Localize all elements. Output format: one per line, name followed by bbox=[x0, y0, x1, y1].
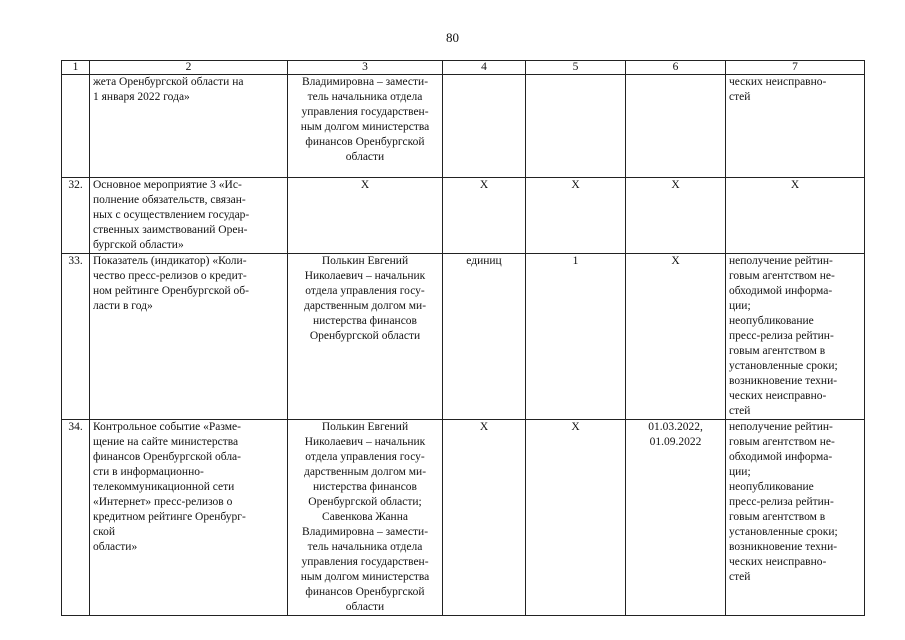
table-header-row bbox=[62, 61, 865, 75]
row-risks: ческих неисправно- стей bbox=[726, 75, 865, 178]
row-date bbox=[626, 75, 726, 178]
page-number: 80 bbox=[446, 30, 459, 45]
row-risks: Х bbox=[726, 178, 865, 254]
row-number: 34. bbox=[62, 420, 90, 616]
row-number: 32. bbox=[62, 178, 90, 254]
row-date: Х bbox=[626, 178, 726, 254]
row-name: Контрольное событие «Разме- щение на сайте министерства финансов Оренбургской обла- сти в информационно- телекоммуникационной сети «Интернет» пресс-релизов о кредитном рейтинге Оренбург- ской области» bbox=[90, 420, 288, 616]
document-table bbox=[61, 60, 865, 616]
row-unit: Х bbox=[443, 420, 526, 616]
row-value: Х bbox=[526, 420, 626, 616]
row-number: 33. bbox=[62, 254, 90, 420]
header-col-4: 4 bbox=[443, 61, 526, 75]
row-unit bbox=[443, 75, 526, 178]
row-unit: единиц bbox=[443, 254, 526, 420]
row-name: Показатель (индикатор) «Коли- чество пресс-релизов о кредит- ном рейтинге Оренбургской об- ласти в год» bbox=[90, 254, 288, 420]
table-row bbox=[62, 420, 865, 616]
row-number bbox=[62, 75, 90, 178]
table-row bbox=[62, 75, 865, 178]
row-name: жета Оренбургской области на 1 января 2022 года» bbox=[90, 75, 288, 178]
row-risks: неполучение рейтин- говым агентством не- обходимой информа- ции; неопубликование пресс-релиза рейтин- говым агентством в установленные сроки; возникновение техни- ческих неисправно- стей bbox=[726, 420, 865, 616]
row-value: Х bbox=[526, 178, 626, 254]
row-risks: неполучение рейтин- говым агентством не- обходимой информа- ции; неопубликование пресс-релиза рейтин- говым агентством в установленные сроки; возникновение техни- ческих неисправно- стей bbox=[726, 254, 865, 420]
row-responsible: Полькин Евгений Николаевич – начальник отдела управления госу- дарственным долгом ми- нистерства финансов Оренбургской области bbox=[288, 254, 443, 420]
row-value bbox=[526, 75, 626, 178]
table-row bbox=[62, 178, 865, 254]
header-col-7: 7 bbox=[726, 61, 865, 75]
header-col-2: 2 bbox=[90, 61, 288, 75]
row-responsible: Полькин Евгений Николаевич – начальник отдела управления госу- дарственным долгом ми- нистерства финансов Оренбургской области; Савенкова Жанна Владимировна – замести- тель начальника отдела управления государствен- ным долгом министерства финансов Оренбургской области bbox=[288, 420, 443, 616]
header-col-3: 3 bbox=[288, 61, 443, 75]
row-unit: Х bbox=[443, 178, 526, 254]
row-value: 1 bbox=[526, 254, 626, 420]
header-col-1: 1 bbox=[62, 61, 90, 75]
row-responsible: Владимировна – замести- тель начальника отдела управления государствен- ным долгом министерства финансов Оренбургской области bbox=[288, 75, 443, 178]
row-date: 01.03.2022, 01.09.2022 bbox=[626, 420, 726, 616]
row-date: Х bbox=[626, 254, 726, 420]
row-name: Основное мероприятие 3 «Ис- полнение обязательств, связан- ных с осуществлением государ- ственных заимствований Орен- бургской области» bbox=[90, 178, 288, 254]
table-row bbox=[62, 254, 865, 420]
header-col-6: 6 bbox=[626, 61, 726, 75]
row-responsible: Х bbox=[288, 178, 443, 254]
header-col-5: 5 bbox=[526, 61, 626, 75]
